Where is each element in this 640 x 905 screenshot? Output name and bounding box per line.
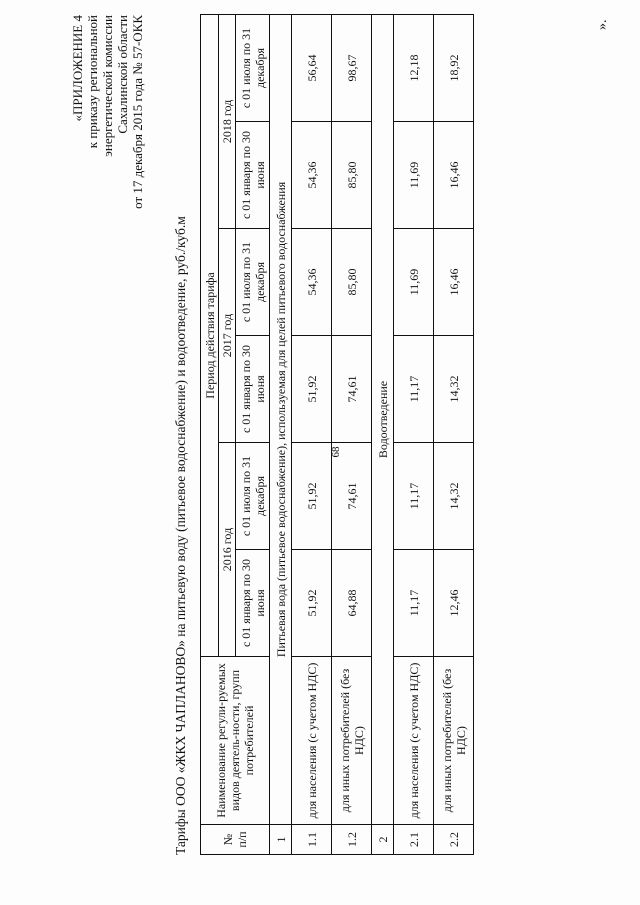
row-consumer-group: для иных потребителей (без НДС) [332,657,372,825]
tariff-value: 64,88 [332,550,372,657]
row-num: 2.1 [394,825,434,855]
appendix-line: от 17 декабря 2015 года № 57-ОКК [130,15,145,209]
rotated-document [60,15,640,855]
header-year: 2018 год [219,14,236,228]
section-num: 2 [372,825,394,855]
table-row [434,14,474,854]
tariff-value: 11,17 [394,443,434,550]
header-year: 2017 год [219,229,236,443]
appendix-line: энергетической комиссии [100,15,115,157]
tariff-value: 18,92 [434,14,474,121]
row-consumer-group: для населения (с учетом НДС) [292,657,332,825]
table-row [292,14,332,854]
header-half-second: с 01 июля по 31 декабря [236,443,270,550]
section-row [372,14,394,854]
header-year: 2016 год [219,443,236,657]
header-half-second: с 01 июля по 31 декабря [236,229,270,336]
section-row [270,14,292,854]
tariff-value: 14,32 [434,336,474,443]
tariff-value: 11,69 [394,229,434,336]
tariff-value: 16,46 [434,122,474,229]
tariff-value: 12,46 [434,550,474,657]
tariff-value: 98,67 [332,14,372,121]
appendix-line: «ПРИЛОЖЕНИЕ 4 [70,15,85,122]
tariff-value: 11,17 [394,550,434,657]
header-name: Наименование регули-руемых видов деятель-ности, групп потребителей [201,657,270,825]
tariff-value: 85,80 [332,229,372,336]
document-title: Тарифы ООО «ЖКХ ЧАПЛАНОВО» на питьевую воду (питьевое водоснабжение) и водоотведение, руб./куб.м [173,216,188,855]
header-half-first: с 01 января по 30 июня [236,122,270,229]
tariff-value: 51,92 [292,443,332,550]
section-title: Водоотведение [372,14,394,824]
row-num: 1.2 [332,825,372,855]
header-period: Период действия тарифа [201,14,219,656]
table-row [332,14,372,854]
tariff-value: 54,36 [292,229,332,336]
tariff-value: 51,92 [292,336,332,443]
header-half-second: с 01 июля по 31 декабря [236,14,270,121]
tariff-value: 74,61 [332,443,372,550]
appendix-line: к приказу региональной [85,15,100,149]
closing-mark: ». [595,19,610,30]
tariff-value: 56,64 [292,14,332,121]
appendix-header [70,15,145,335]
header-half-first: с 01 января по 30 июня [236,336,270,443]
tariff-value: 11,17 [394,336,434,443]
row-consumer-group: для иных потребителей (без НДС) [434,657,474,825]
tariff-value: 85,80 [332,122,372,229]
row-num: 2.2 [434,825,474,855]
page-number: 68 [330,446,342,458]
tariff-table [200,14,474,855]
header-half-first: с 01 января по 30 июня [236,550,270,657]
tariff-value: 14,32 [434,443,474,550]
header-num: № п/п [201,825,270,855]
tariff-value: 54,36 [292,122,332,229]
tariff-value: 12,18 [394,14,434,121]
tariff-value: 51,92 [292,550,332,657]
appendix-line: Сахалинской области [115,15,130,134]
section-num: 1 [270,825,292,855]
tariff-value: 11,69 [394,122,434,229]
tariff-value: 16,46 [434,229,474,336]
row-num: 1.1 [292,825,332,855]
tariff-value: 74,61 [332,336,372,443]
row-consumer-group: для населения (с учетом НДС) [394,657,434,825]
section-title: Питьевая вода (питьевое водоснабжение), используемая для целей питьевого водоснабжения [270,14,292,824]
table-row [394,14,434,854]
